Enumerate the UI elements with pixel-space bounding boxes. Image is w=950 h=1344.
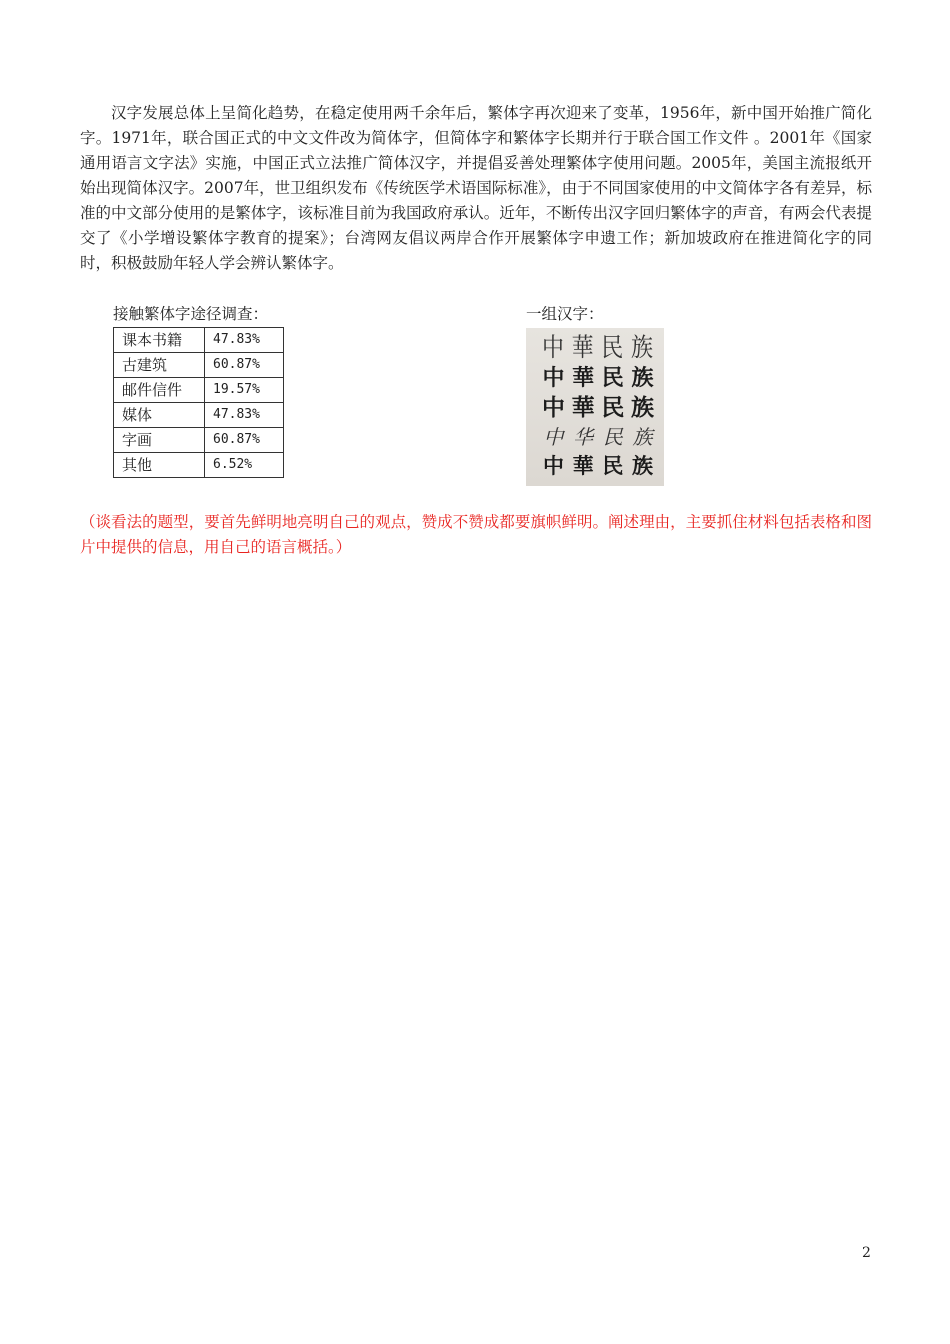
table-row bbox=[114, 403, 284, 428]
body-paragraph: 汉字发展总体上呈简化趋势，在稳定使用两千余年后，繁体字再次迎来了变革，1956年，新中国开始推广简化字。1971年，联合国正式的中文文件改为简体字，但简体字和繁体字长期并行于联合国工作文件 。2001年《国家通用语言文字法》实施，中国正式立法推广简体汉字，并提倡妥善处理繁体字使用问题。2005年，美国主流报纸开始出现简体汉字。2007年，世卫组织发布《传统医学术语国际标准》，由于不同国家使用的中文简体字各有差异，标准的中文部分使用的是繁体字，该标准目前为我国政府承认。近年，不断传出汉字回归繁体字的声音，有两会代表提交了《小学增设繁体字教育的提案》；台湾网友倡议两岸合作开展繁体字申遗工作；新加坡政府在推进简化字的同时，积极鼓励年轻人学会辨认繁体字。 bbox=[80, 104, 872, 272]
table-row bbox=[114, 428, 284, 453]
table-row bbox=[114, 378, 284, 403]
table-row bbox=[114, 453, 284, 478]
survey-table bbox=[113, 327, 284, 478]
glyph: 民 bbox=[602, 424, 623, 449]
percentage-cell: 60.87% bbox=[205, 353, 284, 378]
percentage-cell: 47.83% bbox=[205, 403, 284, 428]
glyph: 華 bbox=[572, 365, 595, 391]
page-number: 2 bbox=[862, 1245, 871, 1261]
glyph: 民 bbox=[601, 334, 625, 363]
percentage-cell: 60.87% bbox=[205, 428, 284, 453]
category-cell: 字画 bbox=[114, 428, 205, 453]
glyph: 族 bbox=[632, 424, 653, 449]
image-caption: 一组汉字： bbox=[526, 305, 604, 323]
seal-script-row bbox=[540, 332, 656, 366]
glyph: 民 bbox=[601, 395, 625, 420]
glyph: 族 bbox=[631, 454, 653, 478]
glyph: 中 bbox=[543, 424, 564, 449]
glyph: 中 bbox=[543, 454, 564, 478]
category-cell: 邮件信件 bbox=[114, 378, 205, 403]
category-cell: 媒体 bbox=[114, 403, 205, 428]
glyph: 族 bbox=[630, 334, 654, 363]
table-row bbox=[114, 353, 284, 378]
category-cell: 其他 bbox=[114, 453, 205, 478]
glyph: 華 bbox=[571, 395, 595, 420]
glyph: 中 bbox=[541, 334, 565, 363]
clerical-script-row bbox=[540, 364, 656, 394]
regular-script-row bbox=[540, 393, 656, 423]
calligraphy-image bbox=[526, 328, 664, 486]
survey-caption: 接触繁体字途径调查： bbox=[113, 305, 269, 323]
running-script-row bbox=[540, 452, 656, 482]
glyph: 民 bbox=[601, 365, 624, 391]
glyph: 族 bbox=[631, 365, 654, 391]
percentage-cell: 6.52% bbox=[205, 453, 284, 478]
glyph: 民 bbox=[602, 454, 624, 478]
glyph: 華 bbox=[571, 334, 595, 363]
table-row bbox=[114, 328, 284, 353]
answer-hint-note: （谈看法的题型，要首先鲜明地亮明自己的观点，赞成不赞成都要旗帜鲜明。阐述理由，主要抓住材料包括表格和图片中提供的信息，用自己的语言概括。） bbox=[80, 513, 872, 556]
glyph: 華 bbox=[572, 454, 594, 478]
percentage-cell: 19.57% bbox=[205, 378, 284, 403]
glyph: 中 bbox=[542, 365, 565, 391]
category-cell: 古建筑 bbox=[114, 353, 205, 378]
percentage-cell: 47.83% bbox=[205, 328, 284, 353]
glyph: 中 bbox=[542, 395, 565, 420]
glyph: 族 bbox=[630, 395, 654, 420]
cursive-script-row bbox=[540, 423, 656, 453]
category-cell: 课本书籍 bbox=[114, 328, 205, 353]
glyph: 华 bbox=[573, 424, 594, 449]
